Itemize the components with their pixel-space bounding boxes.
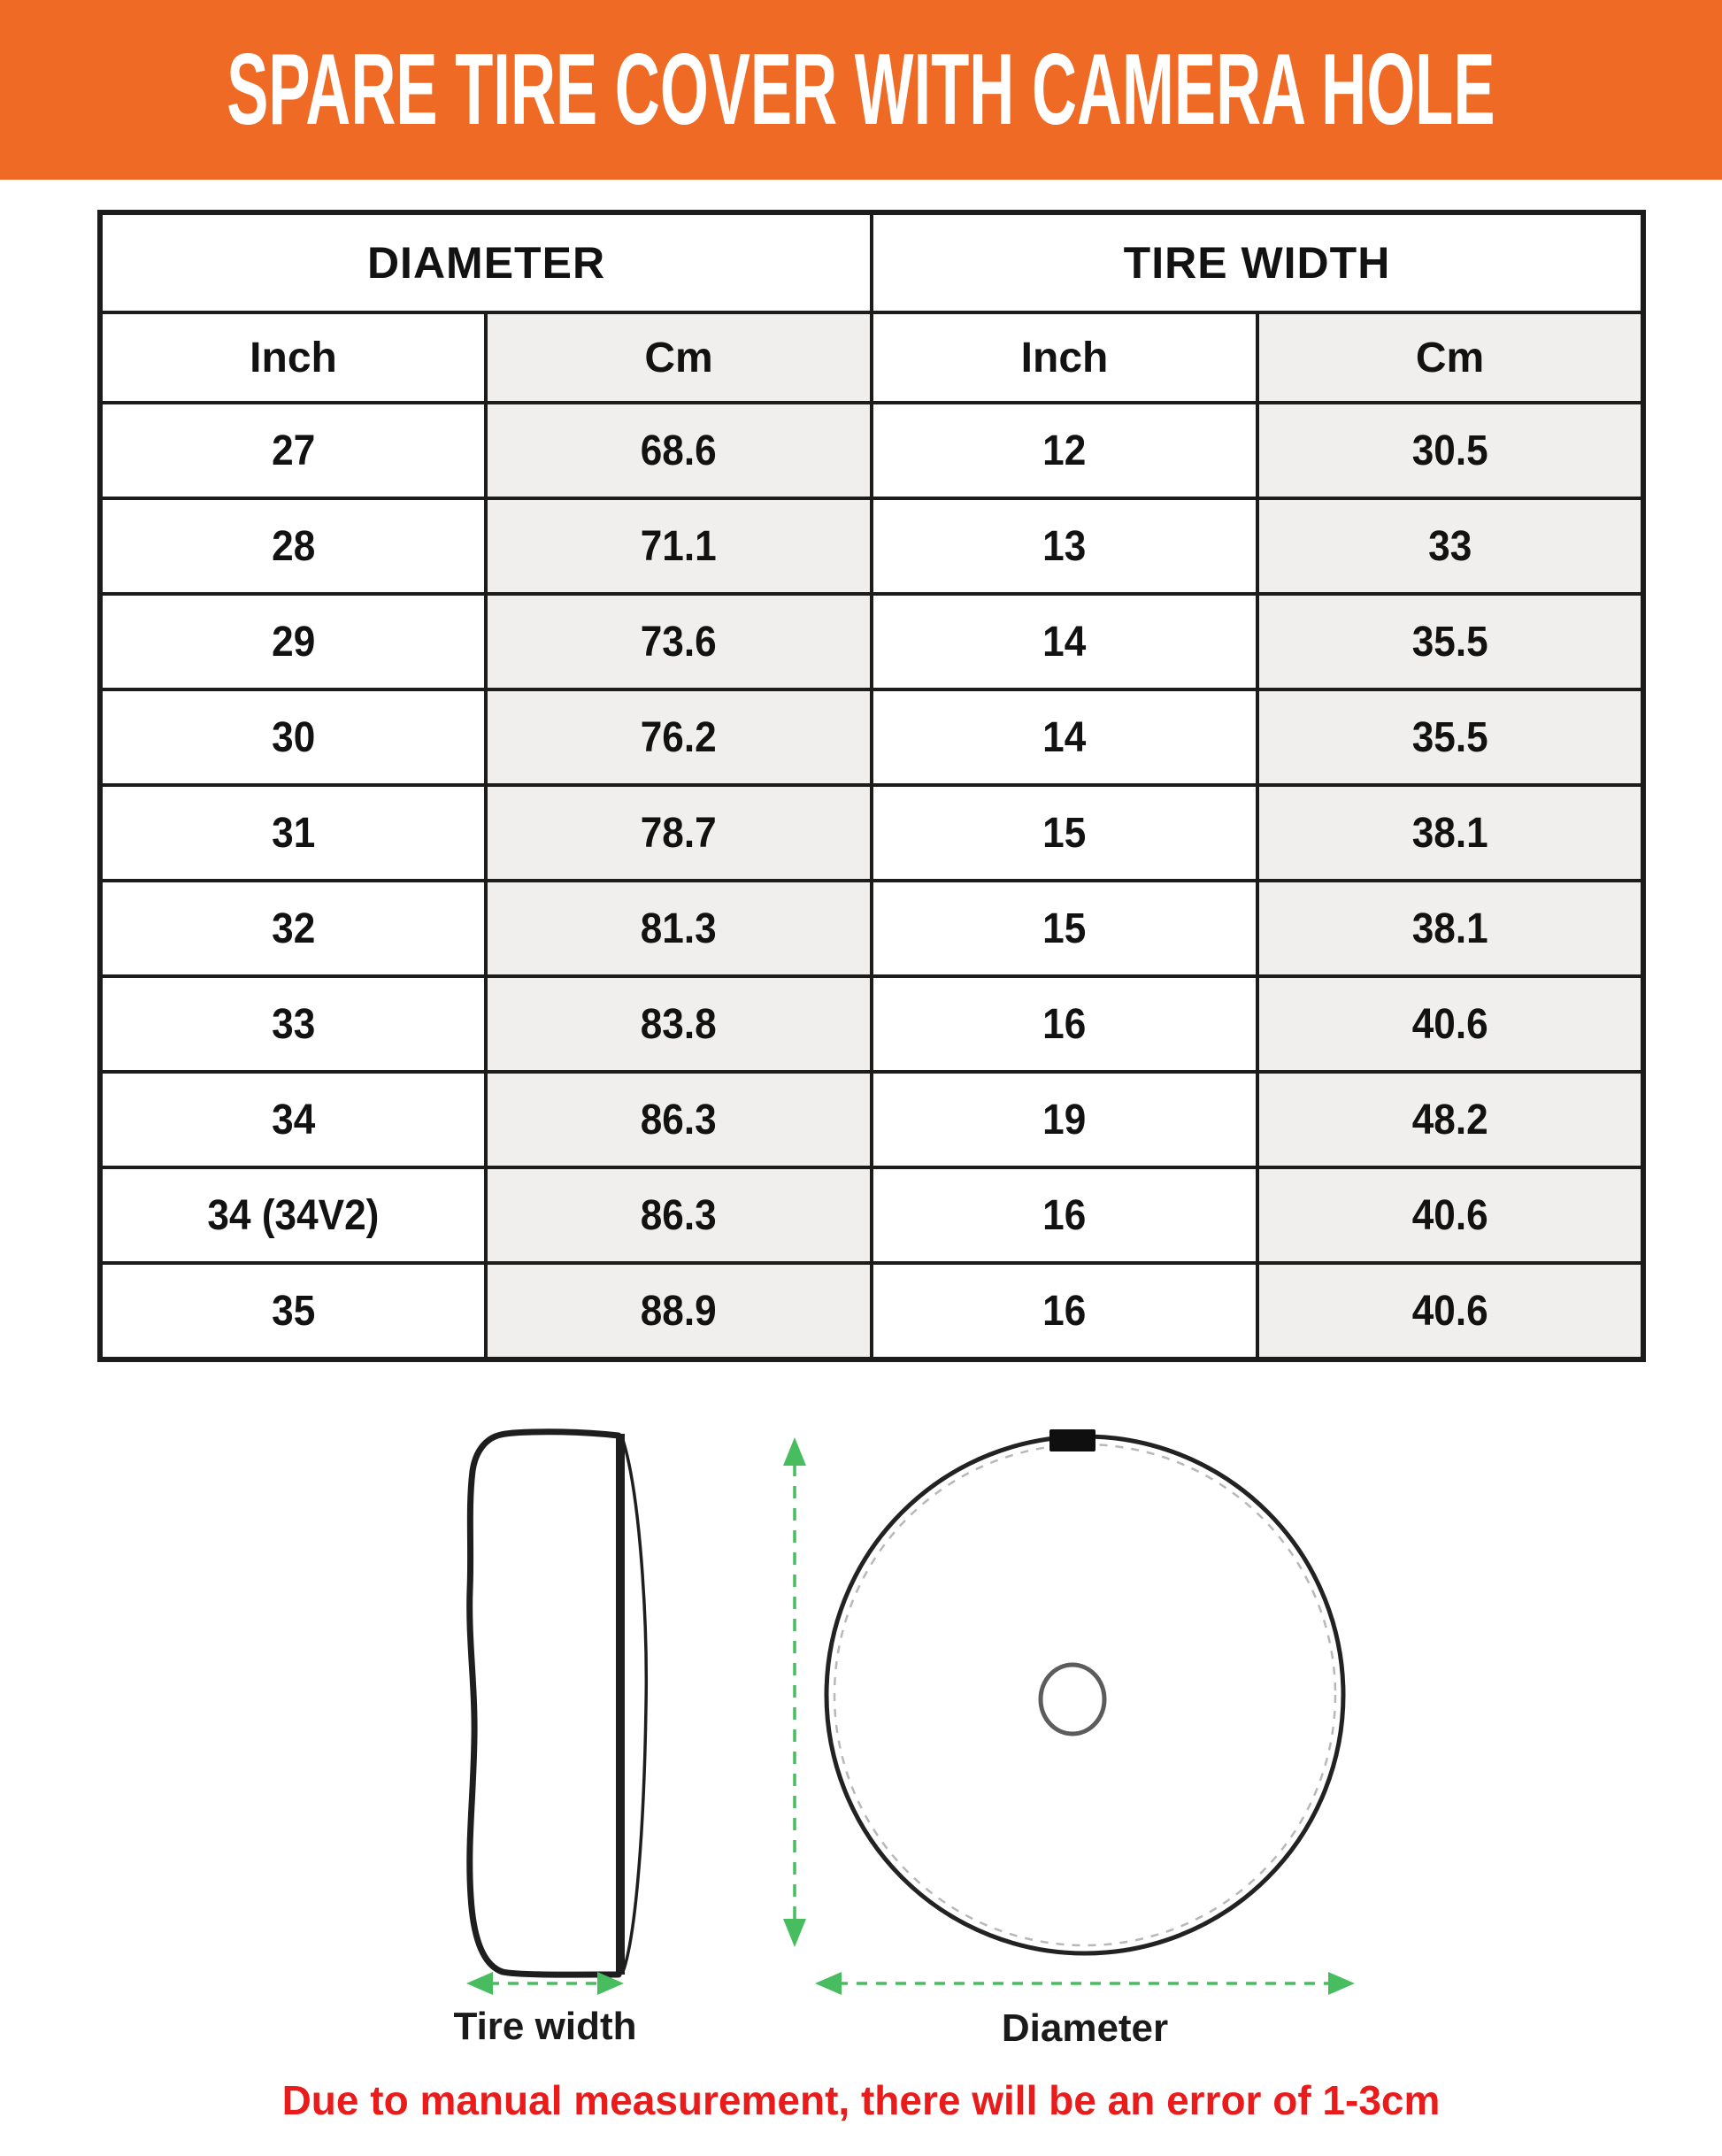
col-header-diameter-cm: Cm [486,312,872,403]
cell-text: 33 [1427,522,1472,570]
table-cell [100,689,486,785]
cell-text: 32 [271,905,316,952]
diameter-label: Diameter [1001,2006,1169,2050]
cell-text: 38.1 [1411,809,1488,857]
table-cell [486,881,872,976]
vertical-measure-arrow [783,1437,806,1947]
measurement-disclaimer: Due to manual measurement, there will be an error of 1-3cm [281,2077,1441,2123]
cell-text: 27 [271,427,316,474]
cell-text: 38.1 [1411,905,1488,952]
table-cell [872,881,1257,976]
cell-text: 48.2 [1411,1096,1488,1143]
table-cell [1257,498,1643,594]
camera-hole [1041,1665,1104,1734]
col-header-diameter-inch: Inch [100,312,486,403]
table-row [100,976,1643,1072]
table-cell [1257,1072,1643,1167]
cell-text: 35.5 [1411,713,1488,761]
table-cell [100,1072,486,1167]
size-table-head [100,212,1643,403]
cell-text: 81.3 [641,905,717,952]
table-subheader-row [100,312,1643,403]
table-cell [872,1072,1257,1167]
table-row [100,1263,1643,1359]
table-cell [486,1263,872,1359]
arrow-left-icon [815,1972,842,1995]
cell-text: 40.6 [1411,1000,1488,1048]
table-cell [1257,881,1643,976]
cell-text: 12 [1042,427,1087,474]
table-cell [872,1167,1257,1263]
table-cell [872,1263,1257,1359]
table-cell [872,498,1257,594]
table-cell [486,403,872,498]
arrow-left-icon [466,1972,493,1995]
cell-text: 19 [1042,1096,1087,1143]
cell-text: 40.6 [1411,1287,1488,1335]
table-cell [486,976,872,1072]
cell-text: 71.1 [641,522,717,570]
table-cell [100,1167,486,1263]
cell-text: 35 [271,1287,316,1335]
table-row [100,1072,1643,1167]
table-cell [100,594,486,689]
table-cell [486,785,872,881]
cell-text: 14 [1042,618,1087,666]
arrow-right-icon [1328,1972,1355,1995]
cell-text: 76.2 [641,713,717,761]
table-cell [1257,976,1643,1072]
table-group-header-row [100,212,1643,312]
tire-side-view [470,1432,647,1975]
cell-text: 88.9 [641,1287,717,1335]
cell-text: 86.3 [641,1096,717,1143]
cell-text: 16 [1042,1287,1087,1335]
table-row [100,785,1643,881]
cell-text: 30.5 [1411,427,1488,474]
col-header-tirewidth-cm: Cm [1257,312,1643,403]
cell-text: 68.6 [641,427,717,474]
table-cell [100,785,486,881]
table-cell [486,498,872,594]
table-cell [1257,1263,1643,1359]
table-cell [1257,785,1643,881]
table-row [100,403,1643,498]
table-cell [100,403,486,498]
cover-top-tab [1049,1429,1095,1451]
table-cell [486,594,872,689]
tire-width-label: Tire width [453,2005,637,2048]
table-cell [486,1167,872,1263]
column-group-diameter: DIAMETER [100,212,872,312]
cell-text: 35.5 [1411,618,1488,666]
table-cell [872,689,1257,785]
table-cell [100,498,486,594]
cell-text: 15 [1042,905,1087,952]
table-row [100,689,1643,785]
table-cell [100,1263,486,1359]
table-cell [872,594,1257,689]
cell-text: 86.3 [641,1191,717,1239]
table-row [100,498,1643,594]
cell-text: 13 [1042,522,1087,570]
side-view-outline [470,1432,619,1975]
page-title: SPARE TIRE COVER WITH CAMERA HOLE [227,34,1495,146]
size-table-body [100,403,1643,1359]
table-cell [486,1072,872,1167]
table-cell [1257,689,1643,785]
size-table [97,210,1646,1362]
cell-text: 15 [1042,809,1087,857]
tire-front-view [826,1429,1343,1953]
table-cell [872,403,1257,498]
cell-text: 30 [271,713,316,761]
diameter-measure-arrow [815,1972,1355,1995]
measurement-diagram [0,1368,1722,2156]
table-cell [1257,1167,1643,1263]
arrow-down-icon [783,1919,806,1947]
table-cell [100,976,486,1072]
col-header-tirewidth-inch: Inch [872,312,1257,403]
cell-text: 31 [271,809,316,857]
table-row [100,594,1643,689]
table-row [100,1167,1643,1263]
cell-text: 40.6 [1411,1191,1488,1239]
header-banner [0,0,1722,180]
table-cell [486,689,872,785]
table-cell [100,881,486,976]
table-cell [872,976,1257,1072]
cell-text: 16 [1042,1191,1087,1239]
column-group-tire-width: TIRE WIDTH [872,212,1643,312]
cell-text: 16 [1042,1000,1087,1048]
table-row [100,881,1643,976]
cell-text: 34 (34V2) [207,1191,380,1239]
cell-text: 33 [271,1000,316,1048]
table-cell [1257,594,1643,689]
cell-text: 28 [271,522,316,570]
cell-text: 73.6 [641,618,717,666]
cell-text: 29 [271,618,316,666]
cell-text: 83.8 [641,1000,717,1048]
table-cell [1257,403,1643,498]
cell-text: 14 [1042,713,1087,761]
table-cell [872,785,1257,881]
side-view-outer-bulge [623,1440,646,1969]
cell-text: 34 [271,1096,316,1143]
arrow-up-icon [783,1437,806,1466]
cell-text: 78.7 [641,809,717,857]
